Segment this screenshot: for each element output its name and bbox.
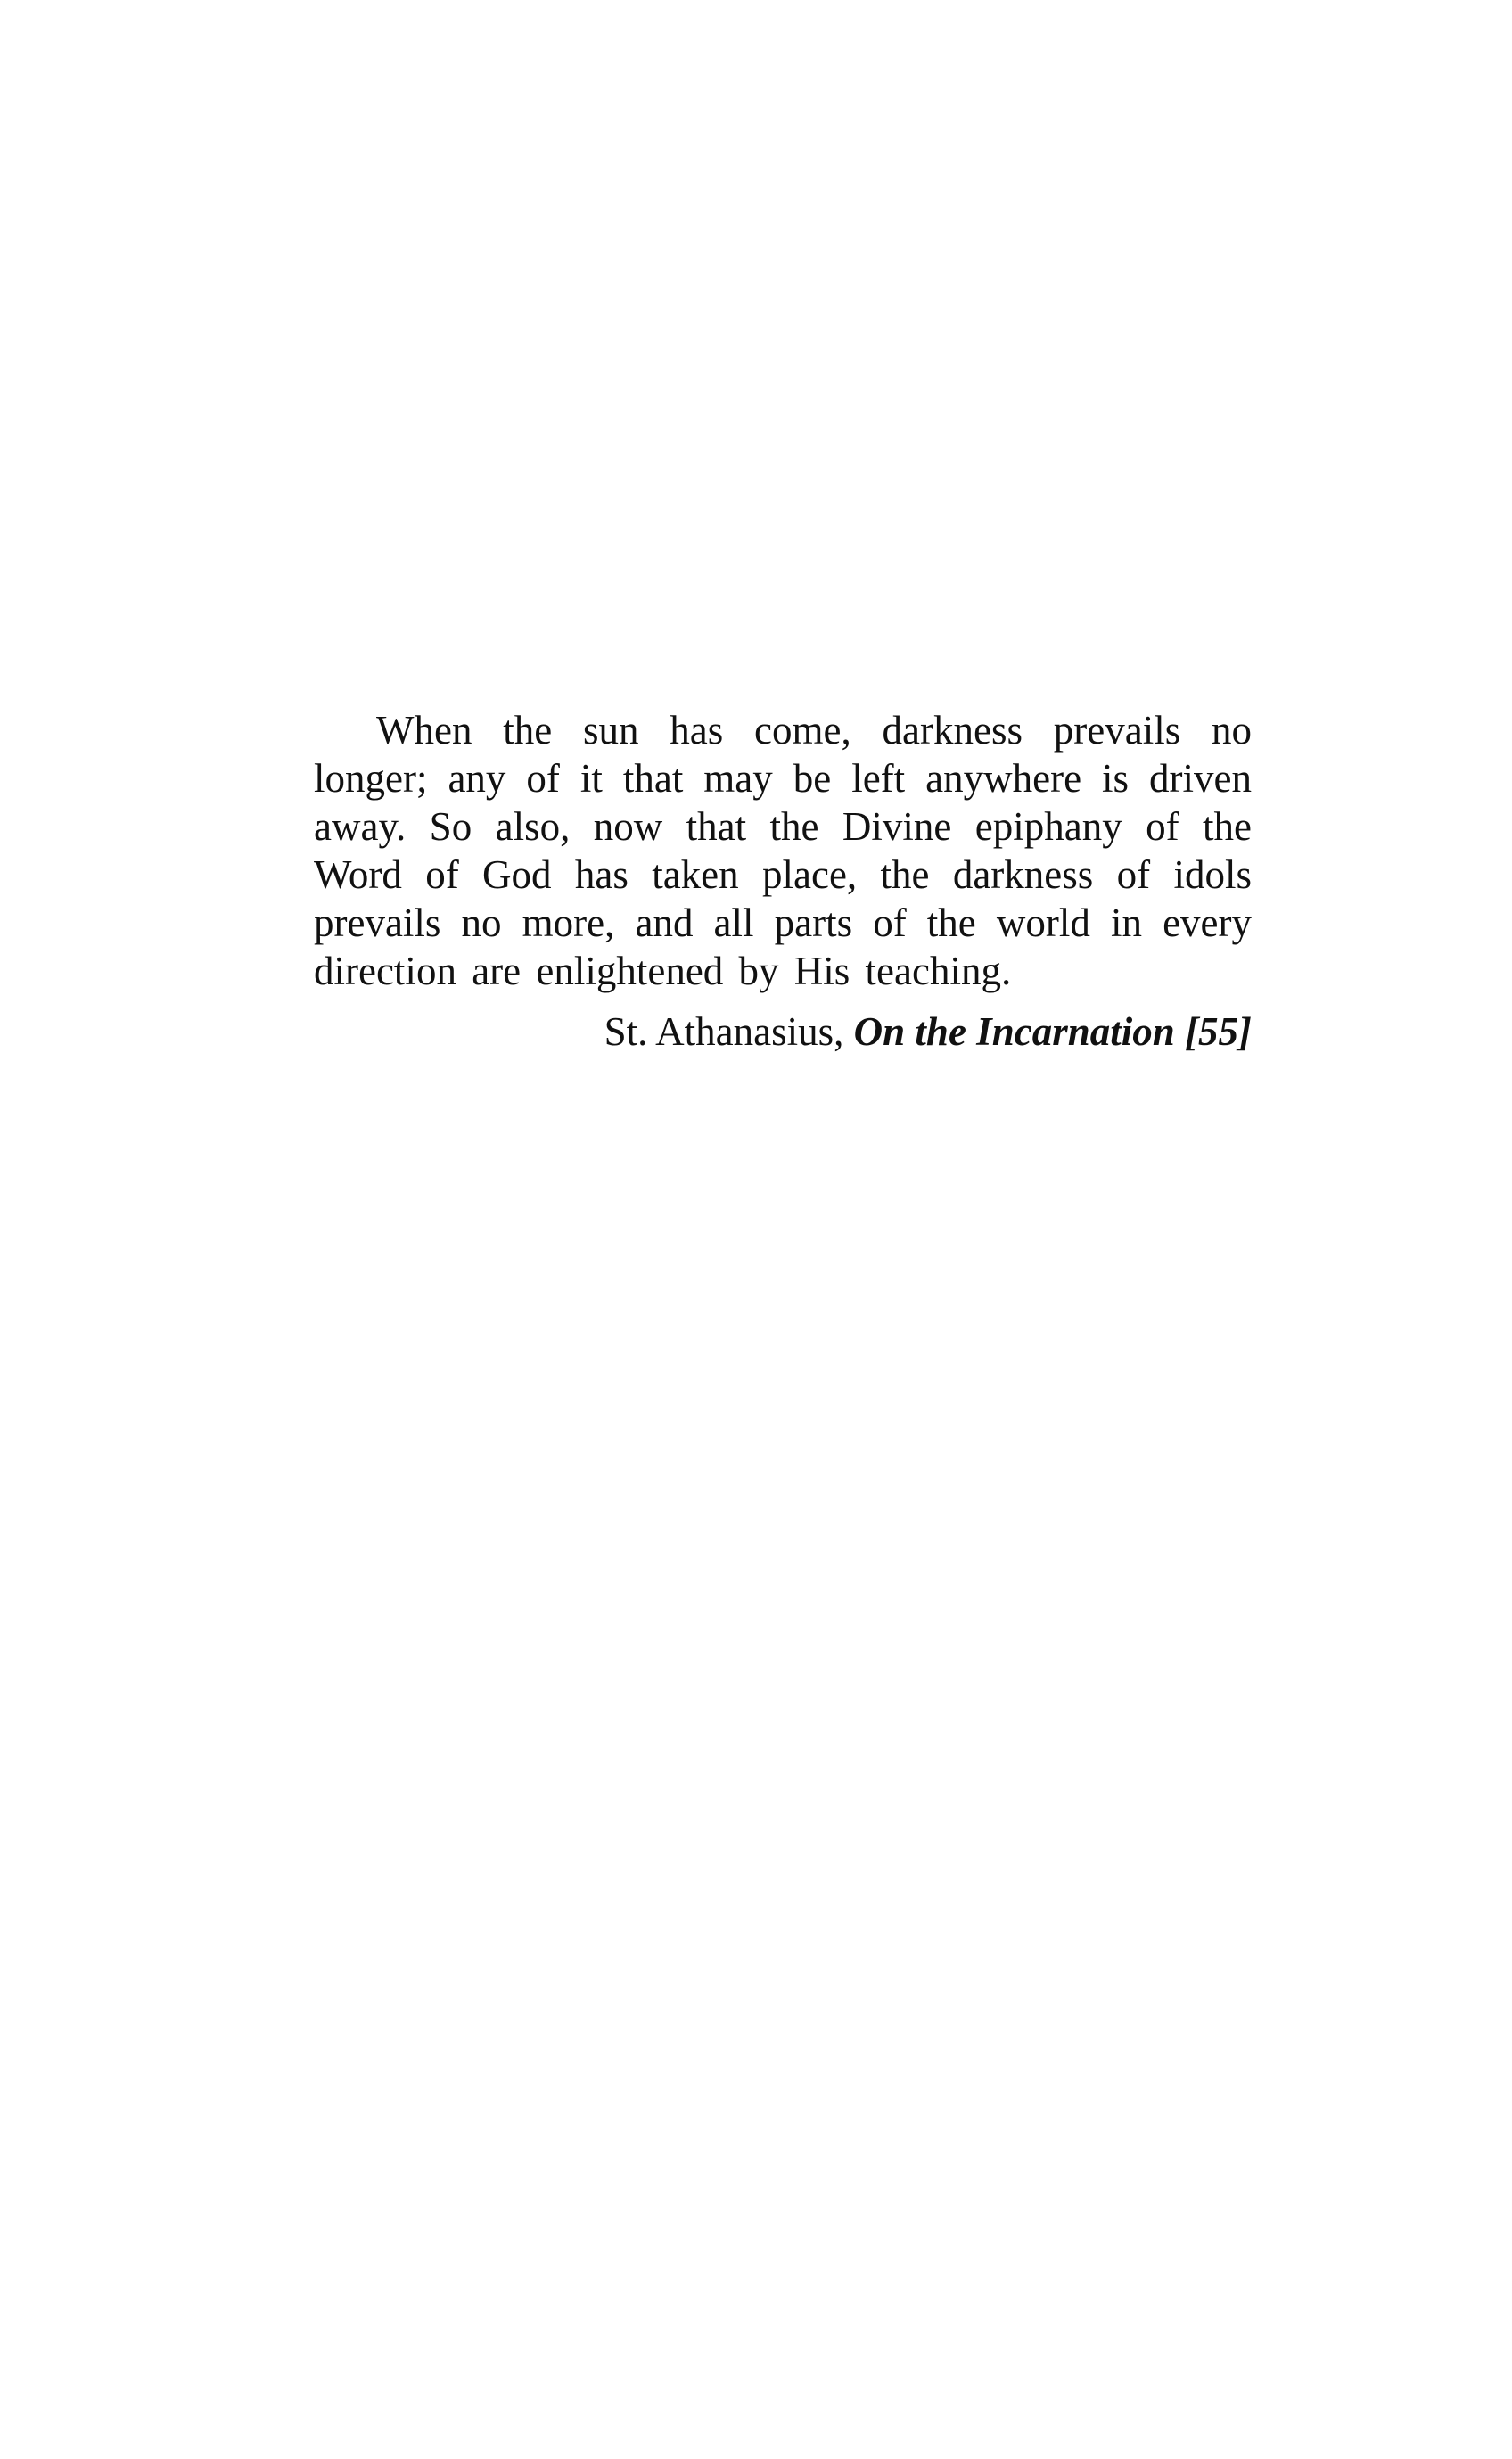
quote-paragraph — [314, 706, 1252, 995]
quote-line: prevails no more, and all parts of the world in every — [314, 901, 1252, 945]
quote-line: Word of God has taken place, the darkness of idols — [314, 852, 1252, 897]
quote-line: direction are enlightened by His teaching. — [314, 949, 1012, 993]
attribution-work-title: On the Incarnation [55] — [853, 1009, 1252, 1054]
quote-line: away. So also, now that the Divine epiphany of the — [314, 804, 1252, 849]
quote-line: When the sun has come, darkness prevails no — [376, 708, 1252, 753]
attribution — [604, 1005, 1252, 1058]
quote-line: longer; any of it that may be left anywhere is driven — [314, 756, 1252, 801]
attribution-author: St. Athanasius, — [604, 1009, 844, 1054]
